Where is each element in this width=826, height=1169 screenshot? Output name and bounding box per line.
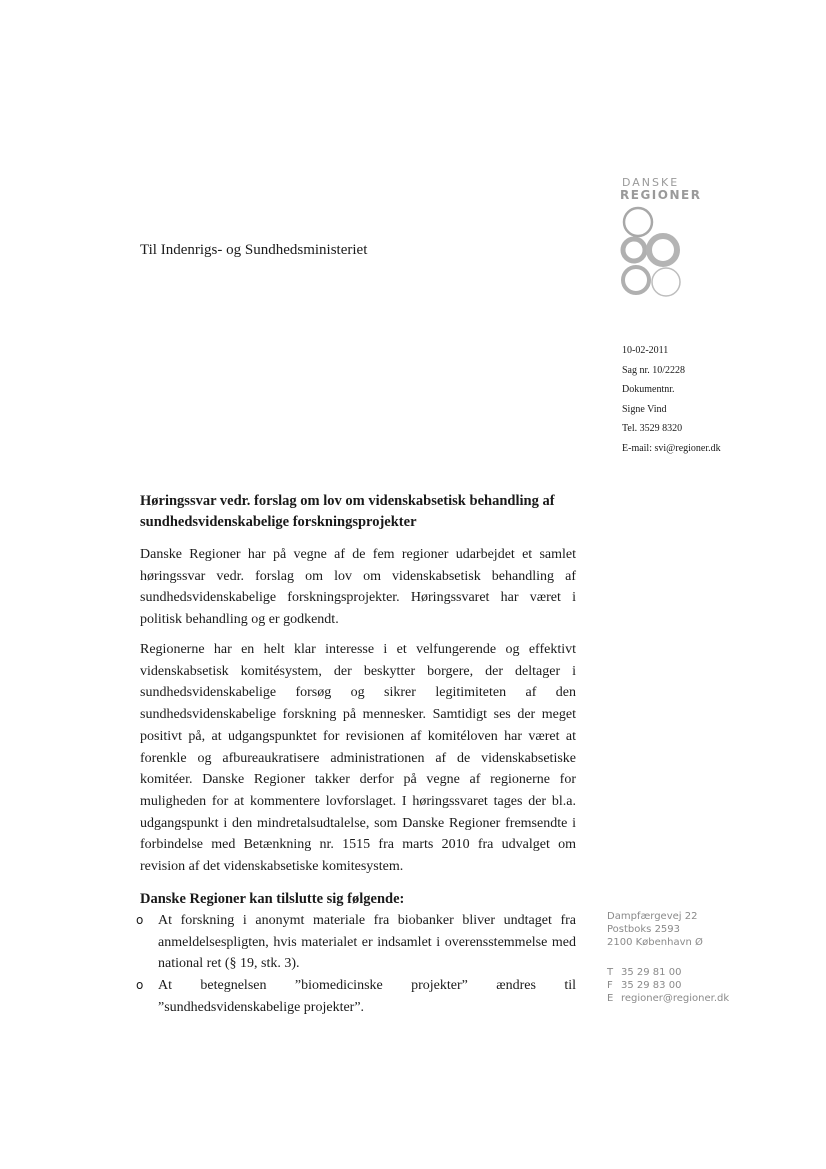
contact-row-phone [607, 966, 729, 979]
meta-author: Signe Vind [622, 403, 667, 415]
bullet-text: At forskning i anonymt materiale fra biobanker bliver undtaget fra anmeldelsespligten, hvis materialet er indsamlet i overensstemmelse med national ret (§ 19, stk. 3). [158, 913, 576, 972]
letter-title: Høringssvar vedr. forslag om lov om videnskabsetisk behandling af sundhedsvidenskabelige forskningsprojekter [140, 493, 555, 530]
address-pobox: Postboks 2593 [607, 924, 681, 935]
bullet-list [136, 910, 576, 1019]
meta-email: E-mail: svi@regioner.dk [622, 442, 721, 454]
bullet-marker: o [136, 913, 144, 927]
letter-meta [622, 341, 721, 459]
bullet-text: At betegnelsen ”biomedicinske projekter” ændres til ”sundhedsvidenskabelige projekter”. [158, 978, 576, 1015]
bullet-marker: o [136, 978, 144, 993]
paragraph-2: Regionerne har en helt klar interesse i et velfungerende og effektivt videnskabsetisk komitésystem, der beskytter borgere, der deltager i sundhedsvidenskabelige forsøg og sikrer legitimiteten af den sundhedsvidenskabelige forskning på mennesker. Samtidigt ses der meget positivt på, at udgangspunktet for revisionen af komitéloven har været at forenkle og afbureaukratisere administrationen af de videnskabsetiske komitéer. Danske Regioner takker derfor på vegne af regionerne for muligheden for at kommentere lovforslaget. I høringssvaret tages der bl.a. udgangspunkt i den mindretalsudtalelse, som Danske Regioner fremsendte i forbindelse med Betænkning nr. 1515 fra marts 2010 fra udvalget om revision af det videnskabsetiske komitesystem. [140, 642, 576, 875]
contact-value: 35 29 83 00 [621, 980, 682, 991]
contact-key: F [607, 980, 613, 991]
section-heading: Danske Regioner kan tilslutte sig følgende: [140, 891, 405, 907]
contact-row-fax [607, 979, 729, 992]
contact-value: regioner@regioner.dk [621, 993, 730, 1004]
list-item [136, 975, 576, 1018]
address-city: 2100 København Ø [607, 937, 703, 948]
contact-row-email [607, 992, 729, 1005]
footer-contact [607, 966, 729, 1005]
meta-document-no: Dokumentnr. [622, 384, 675, 396]
paragraph-1: Danske Regioner har på vegne af de fem regioner udarbejdet et samlet høringssvar vedr. forslag om lov om videnskabsetisk behandling af sundhedsvidenskabelige forskningsprojekter. Høringssvaret har været i politisk behandling og er godkendt. [140, 547, 576, 628]
footer-address [607, 910, 703, 949]
address-street: Dampfærgevej 22 [607, 911, 698, 922]
logo-circles-icon [614, 204, 694, 300]
list-item [136, 910, 576, 975]
logo-text-regioner: REGIONER [620, 188, 702, 202]
contact-key: T [607, 967, 614, 978]
contact-value: 35 29 81 00 [621, 967, 682, 978]
meta-date: 10-02-2011 [622, 345, 669, 356]
logo-text-danske: DANSKE [622, 176, 680, 189]
meta-phone: Tel. 3529 8320 [622, 423, 683, 435]
meta-case-no: Sag nr. 10/2228 [622, 364, 686, 376]
contact-key: E [607, 993, 614, 1004]
recipient: Til Indenrigs- og Sundhedsministeriet [140, 242, 368, 258]
